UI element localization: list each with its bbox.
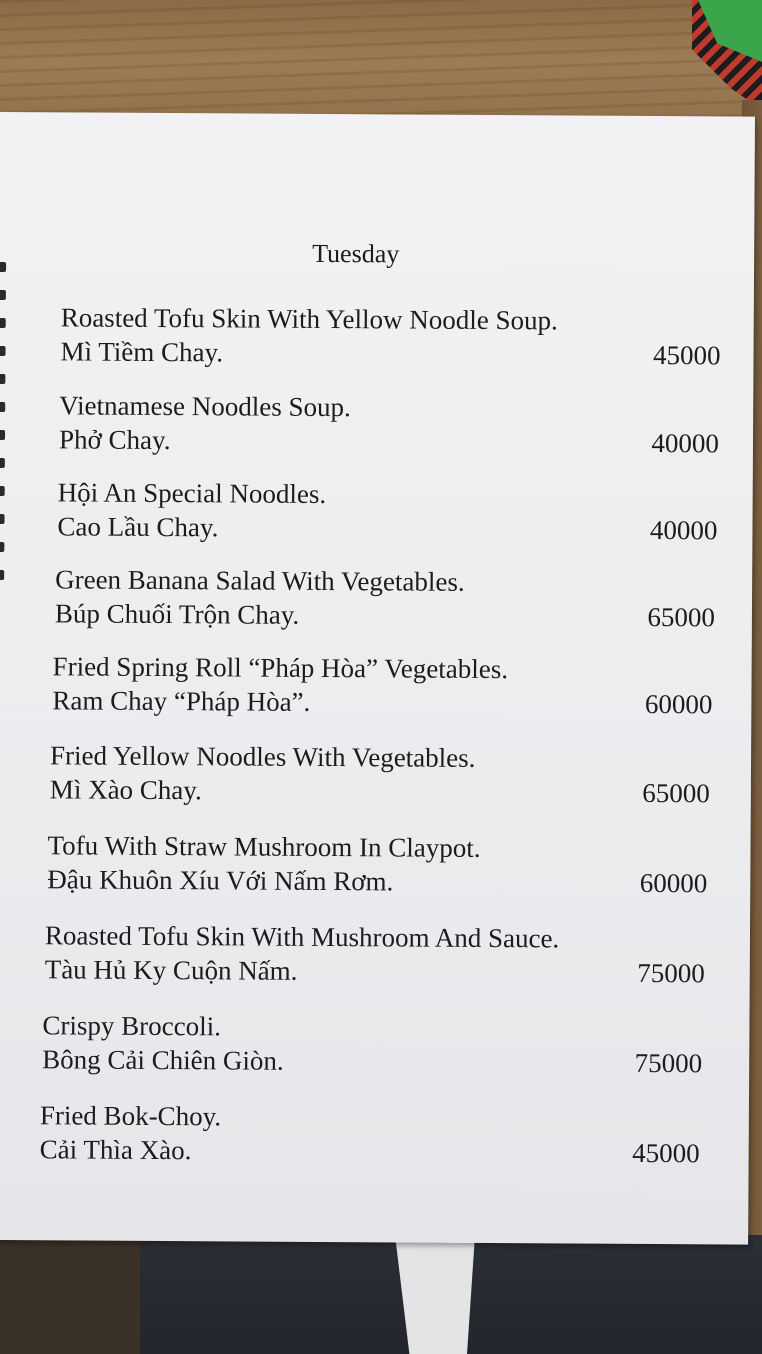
menu-item (40, 1098, 700, 1170)
binder-hole (0, 570, 4, 580)
item-price: 45000 (652, 339, 721, 371)
item-vietnamese-name: Búp Chuối Trộn Chay. (54, 598, 300, 630)
item-price: 60000 (639, 867, 708, 899)
binder-holes (0, 262, 7, 622)
item-vietnamese-name: Đậu Khuôn Xíu Với Nấm Rơm. (47, 864, 394, 897)
binder-hole (0, 430, 5, 440)
item-price: 40000 (651, 427, 720, 459)
menu-item (57, 475, 717, 547)
item-vietnamese-name: Mì Tiềm Chay. (60, 336, 224, 368)
item-english-name: Crispy Broccoli. (42, 1010, 221, 1042)
item-price: 75000 (634, 1047, 703, 1079)
menu-page (0, 112, 755, 1245)
binder-hole (0, 374, 5, 384)
binder-hole (0, 458, 5, 468)
menu-item (50, 738, 710, 810)
binder-hole (0, 290, 6, 300)
menu-item (47, 828, 707, 900)
menu-item (59, 388, 719, 460)
item-english-name: Fried Spring Roll “Pháp Hòa” Vegetables. (52, 651, 509, 685)
menu-item (52, 649, 712, 721)
item-english-name: Hội An Special Noodles. (57, 477, 327, 509)
item-vietnamese-name: Cải Thìa Xào. (39, 1134, 192, 1166)
item-english-name: Fried Yellow Noodles With Vegetables. (49, 740, 476, 773)
item-vietnamese-name: Bông Cải Chiên Giòn. (42, 1044, 284, 1076)
binder-hole (0, 346, 6, 356)
item-price: 45000 (632, 1137, 700, 1169)
item-vietnamese-name: Cao Lầu Chay. (57, 511, 219, 543)
binder-hole (0, 318, 6, 328)
binder-hole (0, 262, 6, 272)
menu-item (60, 300, 720, 372)
item-price: 60000 (644, 688, 713, 720)
item-price: 40000 (649, 514, 718, 546)
item-vietnamese-name: Ram Chay “Pháp Hòa”. (52, 685, 311, 717)
item-vietnamese-name: Tàu Hủ Ky Cuộn Nấm. (44, 954, 298, 986)
binder-hole (0, 514, 5, 524)
menu-item (42, 1008, 702, 1080)
item-vietnamese-name: Mì Xào Chay. (49, 774, 202, 806)
item-english-name: Tofu With Straw Mushroom In Claypot. (47, 830, 481, 863)
item-price: 65000 (642, 777, 710, 809)
binder-hole (0, 542, 4, 552)
item-english-name: Green Banana Salad With Vegetables. (55, 564, 465, 597)
item-english-name: Roasted Tofu Skin With Mushroom And Sauce. (44, 920, 560, 954)
binder-hole (0, 486, 5, 496)
menu-item (55, 562, 715, 634)
background-floor (0, 1235, 140, 1354)
item-price: 75000 (637, 957, 705, 989)
menu-item (45, 918, 705, 990)
item-english-name: Fried Bok-Choy. (39, 1100, 222, 1132)
menu-title: Tuesday (312, 238, 400, 269)
item-english-name: Roasted Tofu Skin With Yellow Noodle Soup. (60, 302, 558, 336)
item-vietnamese-name: Phở Chay. (58, 424, 171, 456)
item-english-name: Vietnamese Noodles Soup. (59, 390, 351, 423)
item-price: 65000 (647, 601, 716, 633)
binder-hole (0, 402, 5, 412)
